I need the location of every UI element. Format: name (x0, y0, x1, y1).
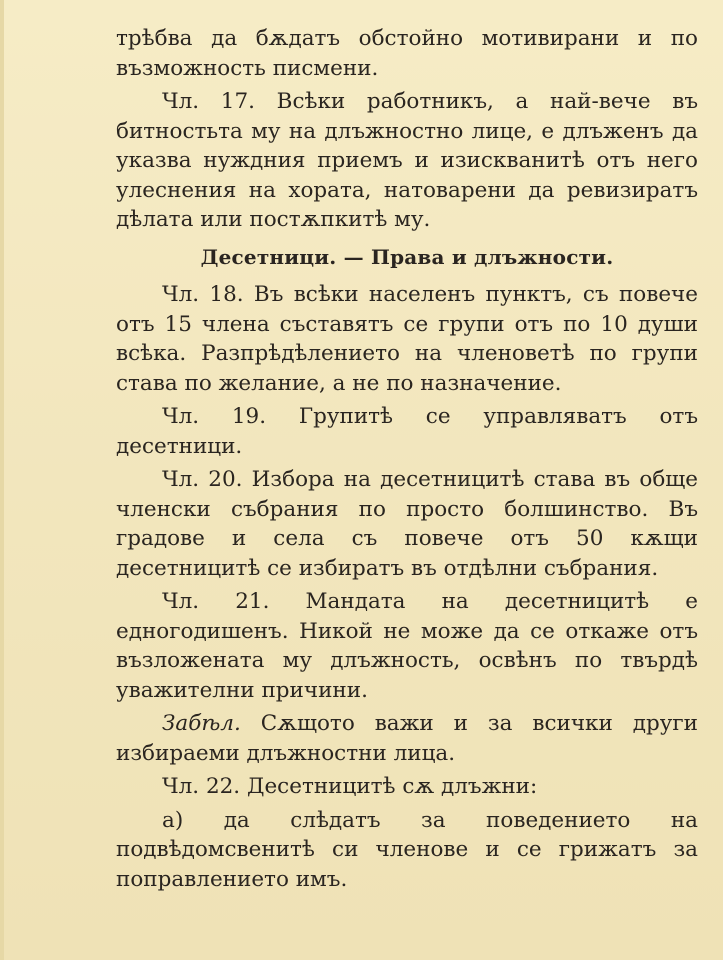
section-heading: Десетници. — Права и длъжности. (200, 244, 614, 269)
article-21: Чл. 21. Мандата на десетницитѣ е едногодишенъ. Никой не може да се откаже отъ възложената му длъжность, освѣнъ по твърдѣ уважителни причини. (116, 589, 698, 703)
note-text: Сѫщото важи и за всички други избираеми длъжностни лица. (116, 711, 698, 766)
paragraph-continued: трѣбва да бѫдатъ обстойно мотивирани и по възможность писмени. (116, 26, 698, 81)
note-label: Забѣл. (162, 711, 241, 736)
page-text (116, 24, 698, 898)
article-22: Чл. 22. Десетницитѣ сѫ длъжни: (162, 774, 538, 799)
note-paragraph (116, 709, 698, 768)
article-19: Чл. 19. Групитѣ се управляватъ отъ десетници. (116, 404, 698, 459)
article-22-item-a: а) да слѣдатъ за поведението на подвѣдомсвенитѣ си членове и се грижатъ за поправлението имъ. (116, 807, 698, 892)
article-20: Чл. 20. Избора на десетницитѣ става въ обще членски събрания по просто болшинство. Въ градове и села съ повече отъ 50 кѫщи десетницитѣ се избиратъ въ отдѣлни събрания. (116, 467, 698, 581)
article-18: Чл. 18. Въ всѣки населенъ пунктъ, съ повече отъ 15 члена съставятъ се групи отъ по 10 души всѣка. Разпрѣдѣлението на членоветѣ по групи става по желание, а не по назначение. (116, 282, 698, 396)
article-17: Чл. 17. Всѣки работникъ, а най-вече въ битностьта му на длъжностно лице, е длъженъ да указва нуждния приемъ и изискванитѣ отъ него улеснения на хората, натоварени да ревизиратъ дѣлата или постѫпкитѣ му. (116, 89, 698, 232)
page-edge (0, 0, 4, 960)
